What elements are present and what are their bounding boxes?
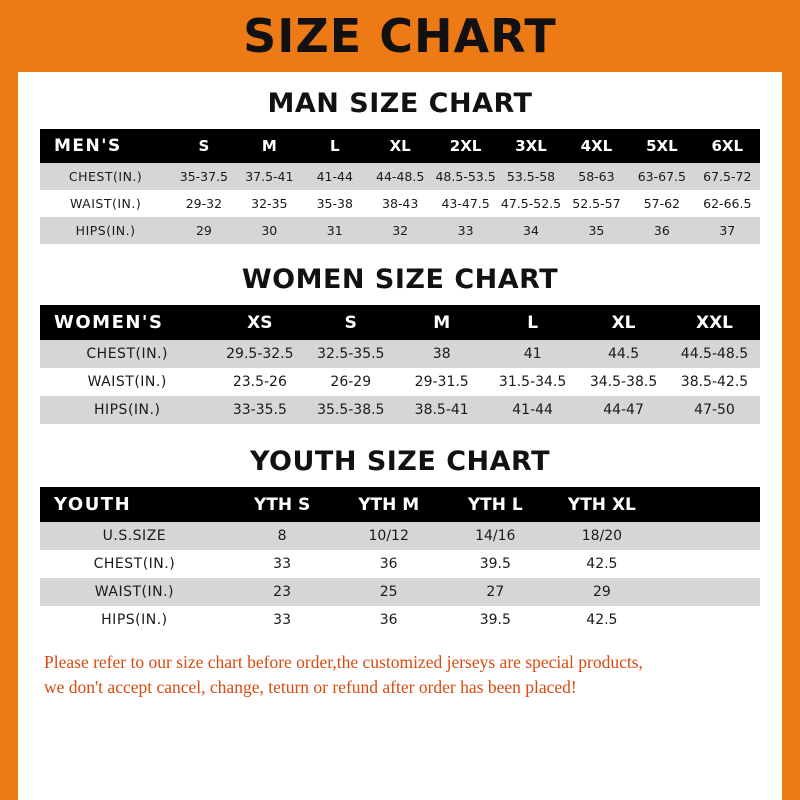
- footnote: [44, 650, 756, 701]
- women-header-xxl: XXL: [695, 312, 734, 333]
- youth-size-table: [40, 487, 760, 634]
- men-hips-3xl: 34: [523, 223, 539, 238]
- men-header-4xl: 4XL: [580, 137, 613, 155]
- youth-header-l: YTH L: [467, 494, 523, 515]
- women-header-label: WOMEN'S: [54, 312, 164, 333]
- youth-hips-spacer: [655, 606, 760, 634]
- footnote-line-1: Please refer to our size chart before order,the customized jerseys are special products,: [44, 652, 643, 672]
- youth-ussize-spacer: [655, 522, 760, 550]
- women-waist-l: 31.5-34.5: [498, 374, 567, 390]
- men-header-l: L: [329, 137, 340, 155]
- women-waist-xxl: 38.5-42.5: [680, 374, 749, 390]
- men-chest-m: 37.5-41: [245, 169, 294, 184]
- men-hips-s: 29: [195, 223, 212, 238]
- youth-section-title: YOUTH SIZE CHART: [249, 446, 551, 477]
- women-waist-xl: 34.5-38.5: [589, 374, 658, 390]
- youth-hips-label: HIPS(IN.): [101, 612, 168, 628]
- women-header-xs: XS: [247, 312, 273, 333]
- men-header-5xl: 5XL: [646, 137, 678, 155]
- youth-waist-s: 23: [273, 584, 291, 600]
- men-chest-3xl: 53.5-58: [506, 169, 556, 184]
- youth-waist-label: WAIST(IN.): [94, 584, 174, 600]
- youth-hips-l: 39.5: [479, 612, 511, 628]
- page-title: SIZE CHART: [243, 9, 557, 63]
- men-hips-4xl: 35: [588, 223, 605, 238]
- men-hips-xl: 32: [392, 223, 409, 238]
- women-chest-s: 32.5-35.5: [317, 346, 385, 362]
- men-chest-label: CHEST(IN.): [68, 169, 143, 184]
- men-chest-l: 41-44: [316, 169, 353, 184]
- men-header-s: S: [198, 137, 210, 155]
- women-chest-xxl: 44.5-48.5: [680, 346, 749, 362]
- men-chest-4xl: 58-63: [578, 169, 615, 184]
- men-waist-4xl: 52.5-57: [572, 196, 621, 211]
- women-hips-xxl: 47-50: [694, 402, 735, 418]
- men-hips-l: 31: [326, 223, 343, 238]
- youth-ussize-l: 14/16: [475, 528, 516, 544]
- youth-ussize-xl: 18/20: [581, 528, 623, 544]
- men-header-2xl: 2XL: [449, 137, 482, 155]
- women-chest-xl: 44.5: [607, 346, 640, 362]
- men-chest-6xl: 67.5-72: [703, 169, 752, 184]
- women-size-table: [40, 305, 760, 424]
- youth-waist-m: 25: [379, 584, 398, 600]
- table-header-row: [40, 305, 760, 340]
- men-waist-3xl: 47.5-52.5: [500, 196, 562, 211]
- youth-chest-xl: 42.5: [586, 556, 618, 572]
- youth-waist-spacer: [655, 578, 760, 606]
- women-section-title: WOMEN SIZE CHART: [241, 264, 559, 295]
- footnote-line-2: we don't accept cancel, change, teturn or refund after order has been placed!: [44, 677, 577, 698]
- men-header-m: M: [261, 137, 277, 155]
- women-hips-s: 35.5-38.5: [317, 402, 385, 418]
- youth-chest-spacer: [655, 550, 760, 578]
- youth-ussize-label: U.S.SIZE: [102, 528, 167, 544]
- women-waist-s: 26-29: [330, 374, 372, 390]
- youth-hips-xl: 42.5: [586, 612, 618, 628]
- men-header-label: MEN'S: [54, 136, 122, 156]
- women-hips-xl: 44-47: [603, 402, 644, 418]
- men-chest-s: 35-37.5: [179, 169, 229, 184]
- youth-waist-l: 27: [486, 584, 505, 600]
- women-chest-m: 38: [432, 346, 451, 362]
- table-row: [40, 606, 760, 634]
- men-waist-s: 29-32: [185, 196, 223, 211]
- men-waist-xl: 38-43: [382, 196, 419, 211]
- men-waist-label: WAIST(IN.): [69, 196, 142, 211]
- men-chest-5xl: 63-67.5: [637, 169, 686, 184]
- women-waist-xs: 23.5-26: [232, 374, 287, 390]
- content-area: [18, 88, 782, 701]
- youth-header-m: YTH M: [358, 494, 420, 515]
- men-chest-xl: 44-48.5: [376, 169, 425, 184]
- youth-header-spacer: [655, 487, 760, 522]
- youth-header-s: YTH S: [253, 494, 311, 515]
- men-waist-l: 35-38: [316, 196, 353, 211]
- table-row: [40, 578, 760, 606]
- table-header-row: [40, 487, 760, 522]
- women-chest-l: 41: [523, 346, 542, 362]
- youth-hips-m: 36: [379, 612, 398, 628]
- men-header-xl: XL: [389, 137, 411, 155]
- table-header-row: [40, 129, 760, 163]
- women-hips-l: 41-44: [512, 402, 553, 418]
- women-chest-xs: 29.5-32.5: [226, 346, 294, 362]
- youth-chest-label: CHEST(IN.): [93, 556, 176, 572]
- women-hips-label: HIPS(IN.): [93, 402, 161, 418]
- women-chest-label: CHEST(IN.): [86, 346, 168, 362]
- men-hips-6xl: 37: [719, 223, 736, 238]
- man-section-title: MAN SIZE CHART: [267, 88, 533, 119]
- women-header-m: M: [433, 312, 451, 333]
- youth-waist-xl: 29: [592, 584, 611, 600]
- men-waist-2xl: 43-47.5: [441, 196, 490, 211]
- table-row: [40, 217, 760, 244]
- men-chest-2xl: 48.5-53.5: [435, 169, 496, 184]
- men-waist-m: 32-35: [251, 196, 288, 211]
- youth-header-xl: YTH XL: [567, 494, 636, 515]
- youth-ussize-s: 8: [277, 528, 287, 544]
- youth-header-label: YOUTH: [54, 494, 132, 515]
- youth-hips-s: 33: [273, 612, 291, 628]
- page-banner: [0, 0, 800, 72]
- men-hips-5xl: 36: [653, 223, 670, 238]
- table-row: [40, 522, 760, 550]
- table-row: [40, 163, 760, 190]
- women-waist-m: 29-31.5: [414, 374, 469, 390]
- men-header-3xl: 3XL: [515, 137, 547, 155]
- men-hips-label: HIPS(IN.): [75, 223, 136, 238]
- men-waist-6xl: 62-66.5: [703, 196, 752, 211]
- table-row: [40, 368, 760, 396]
- youth-chest-m: 36: [379, 556, 398, 572]
- table-row: [40, 550, 760, 578]
- men-hips-2xl: 33: [457, 223, 474, 238]
- women-header-xl: XL: [611, 312, 636, 333]
- men-size-table: [40, 129, 760, 244]
- women-waist-label: WAIST(IN.): [87, 374, 167, 390]
- table-row: [40, 190, 760, 217]
- table-row: [40, 340, 760, 368]
- youth-chest-l: 39.5: [479, 556, 511, 572]
- youth-ussize-m: 10/12: [368, 528, 409, 544]
- men-hips-m: 30: [261, 223, 278, 238]
- youth-chest-s: 33: [273, 556, 291, 572]
- men-header-6xl: 6XL: [711, 137, 744, 155]
- women-hips-m: 38.5-41: [414, 402, 469, 418]
- women-header-s: S: [344, 312, 357, 333]
- men-waist-5xl: 57-62: [643, 196, 681, 211]
- table-row: [40, 396, 760, 424]
- women-hips-xs: 33-35.5: [232, 402, 287, 418]
- women-header-l: L: [527, 312, 539, 333]
